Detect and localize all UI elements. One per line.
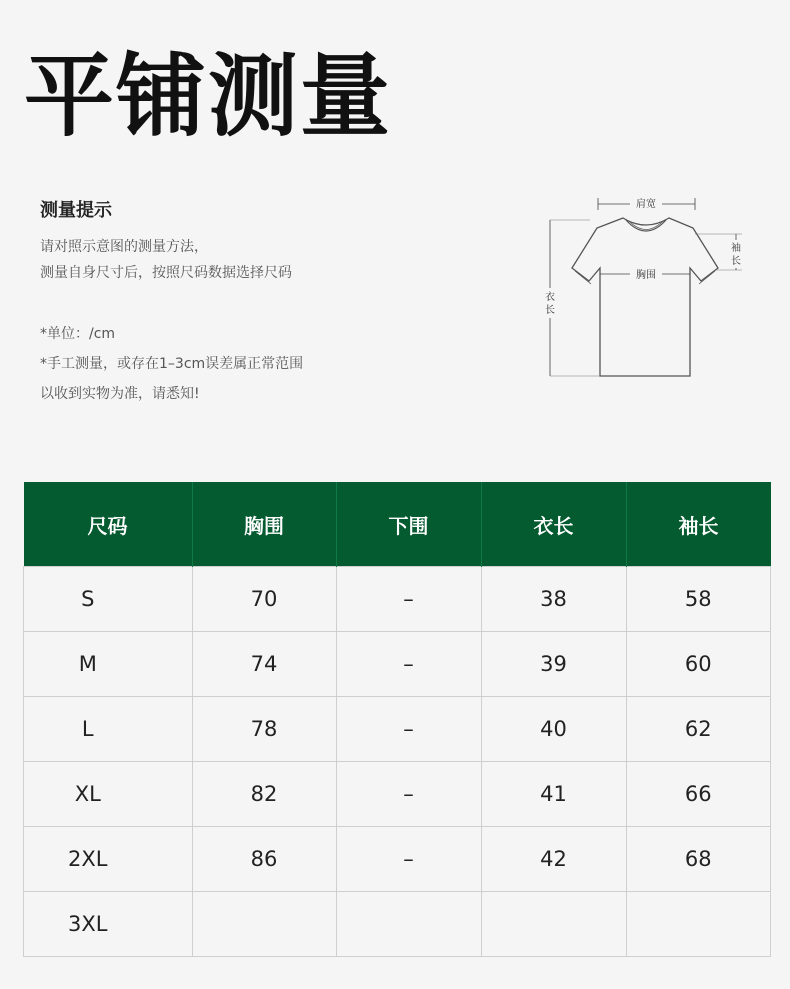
cell-sleeve: 58	[626, 567, 771, 632]
cell-length: 39	[481, 632, 626, 697]
table-row	[24, 827, 771, 892]
table-row	[24, 567, 771, 632]
tshirt-outline	[572, 218, 718, 376]
cell-sleeve: 62	[626, 697, 771, 762]
sleeve-label-2: 长	[731, 256, 741, 267]
cell-length: 40	[481, 697, 626, 762]
shoulder-label: 肩宽	[636, 199, 656, 210]
tip-line: 以收到实物为准，请悉知!	[40, 386, 200, 402]
cell-hem: –	[336, 632, 481, 697]
chest-label: 胸围	[636, 270, 656, 281]
cell-hem: –	[336, 762, 481, 827]
column-header-size: 尺码	[24, 482, 193, 567]
cell-hem: –	[336, 567, 481, 632]
cell-sleeve: 68	[626, 827, 771, 892]
cell-chest: 86	[192, 827, 336, 892]
table-row	[24, 697, 771, 762]
cell-hem	[336, 892, 481, 957]
cell-size: L	[24, 697, 193, 762]
cell-chest	[192, 892, 336, 957]
table-header-row	[24, 482, 771, 567]
cell-size: M	[24, 632, 193, 697]
cell-sleeve: 60	[626, 632, 771, 697]
cell-length: 41	[481, 762, 626, 827]
cell-sleeve	[626, 892, 771, 957]
column-header-sleeve: 袖长	[626, 482, 771, 567]
cell-chest: 82	[192, 762, 336, 827]
length-label-2: 长	[545, 305, 555, 316]
size-chart-table	[23, 482, 771, 957]
tip-line: 测量自身尺寸后，按照尺码数据选择尺码	[40, 265, 292, 281]
cell-size: 2XL	[24, 827, 193, 892]
table-row	[24, 892, 771, 957]
cell-chest: 74	[192, 632, 336, 697]
page-title: 平铺测量	[24, 44, 392, 149]
table-row	[24, 762, 771, 827]
length-label-1: 衣	[545, 292, 555, 303]
cell-length: 42	[481, 827, 626, 892]
cell-hem: –	[336, 827, 481, 892]
tips-heading: 测量提示	[40, 200, 112, 221]
column-header-length: 衣长	[481, 482, 626, 567]
cell-chest: 78	[192, 697, 336, 762]
tshirt-measure-diagram	[538, 190, 758, 390]
cell-size: 3XL	[24, 892, 193, 957]
sleeve-label-1: 袖	[731, 243, 741, 254]
cell-size: XL	[24, 762, 193, 827]
table-row	[24, 632, 771, 697]
tip-line: *单位：/cm	[40, 326, 116, 342]
cell-size: S	[24, 567, 193, 632]
column-header-hem: 下围	[336, 482, 481, 567]
cell-chest: 70	[192, 567, 336, 632]
cell-length: 38	[481, 567, 626, 632]
cell-sleeve: 66	[626, 762, 771, 827]
cell-hem: –	[336, 697, 481, 762]
column-header-chest: 胸围	[192, 482, 336, 567]
tshirt-icon	[538, 190, 758, 390]
tip-line: 请对照示意图的测量方法，	[40, 239, 208, 255]
tip-line: *手工测量，或存在1–3cm误差属正常范围	[40, 356, 304, 372]
cell-length	[481, 892, 626, 957]
